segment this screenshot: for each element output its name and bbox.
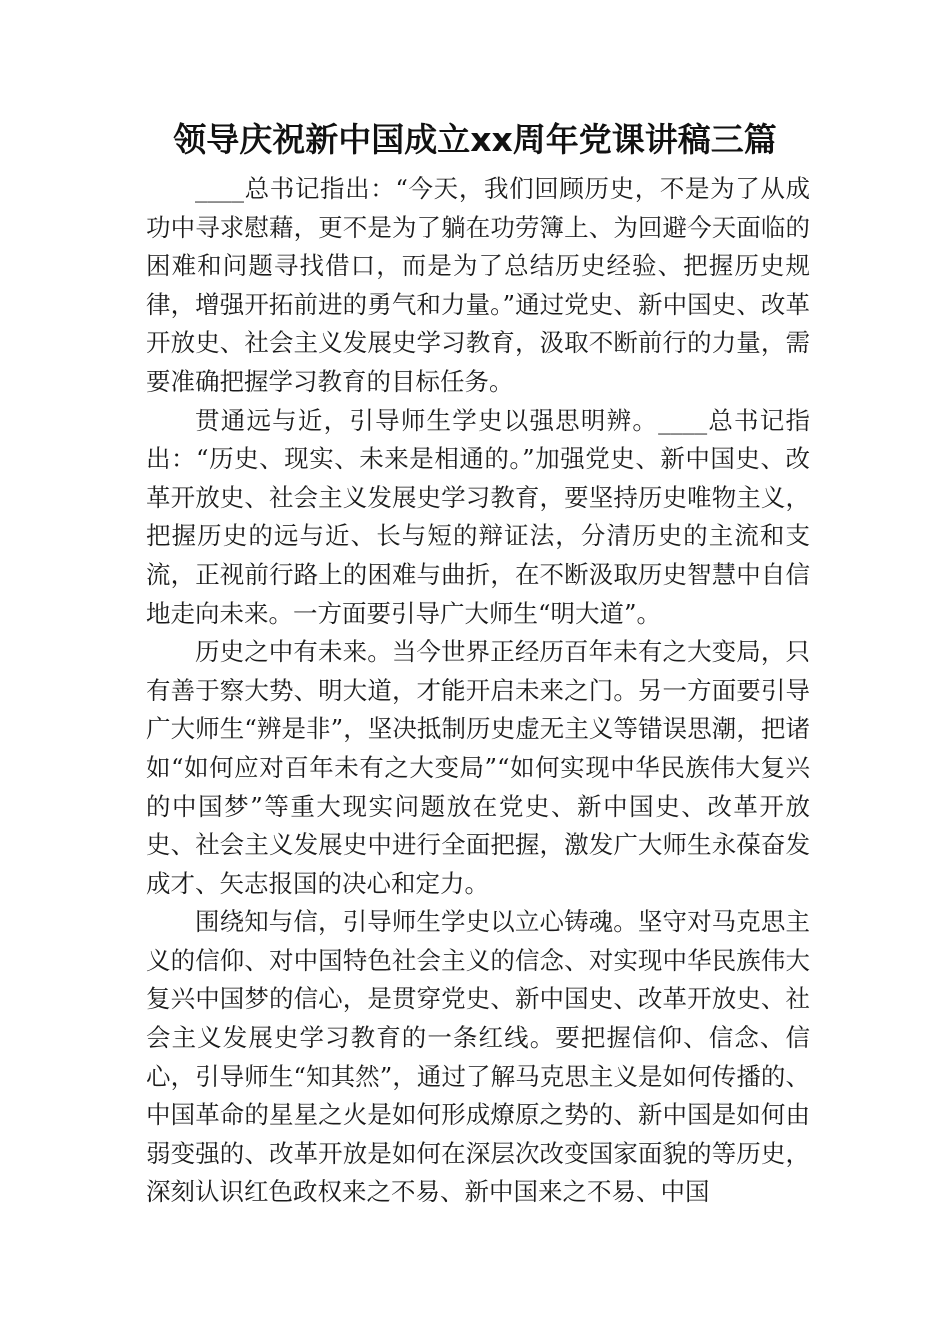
paragraph-3: 历史之中有未来。当今世界正经历百年未有之大变局，只有善于察大势、明大道，才能开启未来之门。另一方面要引导广大师生“辨是非”，坚决抵制历史虚无主义等错误思潮，把诸如“如何应对百年未有之大变局”“如何实现中华民族伟大复兴的中国梦”等重大现实问题放在党史、新中国史、改革开放史、社会主义发展史中进行全面把握，激发广大师生永葆奋发成才、矢志报国的决心和定力。 <box>146 637 810 898</box>
paragraph-2: 贯通远与近，引导师生学史以强思明辨。____总书记指出：“历史、现实、未来是相通的。”加强党史、新中国史、改革开放史、社会主义发展史学习教育，要坚持历史唯物主义，把握历史的远与近、长与短的辩证法，分清历史的主流和支流，正视前行路上的困难与曲折，在不断汲取历史智慧中自信地走向未来。一方面要引导广大师生“明大道”。 <box>146 405 810 628</box>
paragraph-1: ____总书记指出：“今天，我们回顾历史，不是为了从成功中寻求慰藉，更不是为了躺在功劳簿上、为回避今天面临的困难和问题寻找借口，而是为了总结历史经验、把握历史规律，增强开拓前进的勇气和力量。”通过党史、新中国史、改革开放史、社会主义发展史学习教育，汲取不断前行的力量，需要准确把握学习教育的目标任务。 <box>146 174 810 396</box>
document-title: 领导庆祝新中国成立xx周年党课讲稿三篇 <box>173 120 777 159</box>
paragraph-4: 围绕知与信，引导师生学史以立心铸魂。坚守对马克思主义的信仰、对中国特色社会主义的信念、对实现中华民族伟大复兴中国梦的信心，是贯穿党史、新中国史、改革开放史、社会主义发展史学习教育的一条红线。要把握信仰、信念、信心，引导师生“知其然”，通过了解马克思主义是如何传播的、中国革命的星星之火是如何形成燎原之势的、新中国是如何由弱变强的、改革开放是如何在深层次改变国家面貌的等历史，深刻认识红色政权来之不易、新中国来之不易、中国 <box>146 907 810 1207</box>
document-body <box>146 170 810 1212</box>
